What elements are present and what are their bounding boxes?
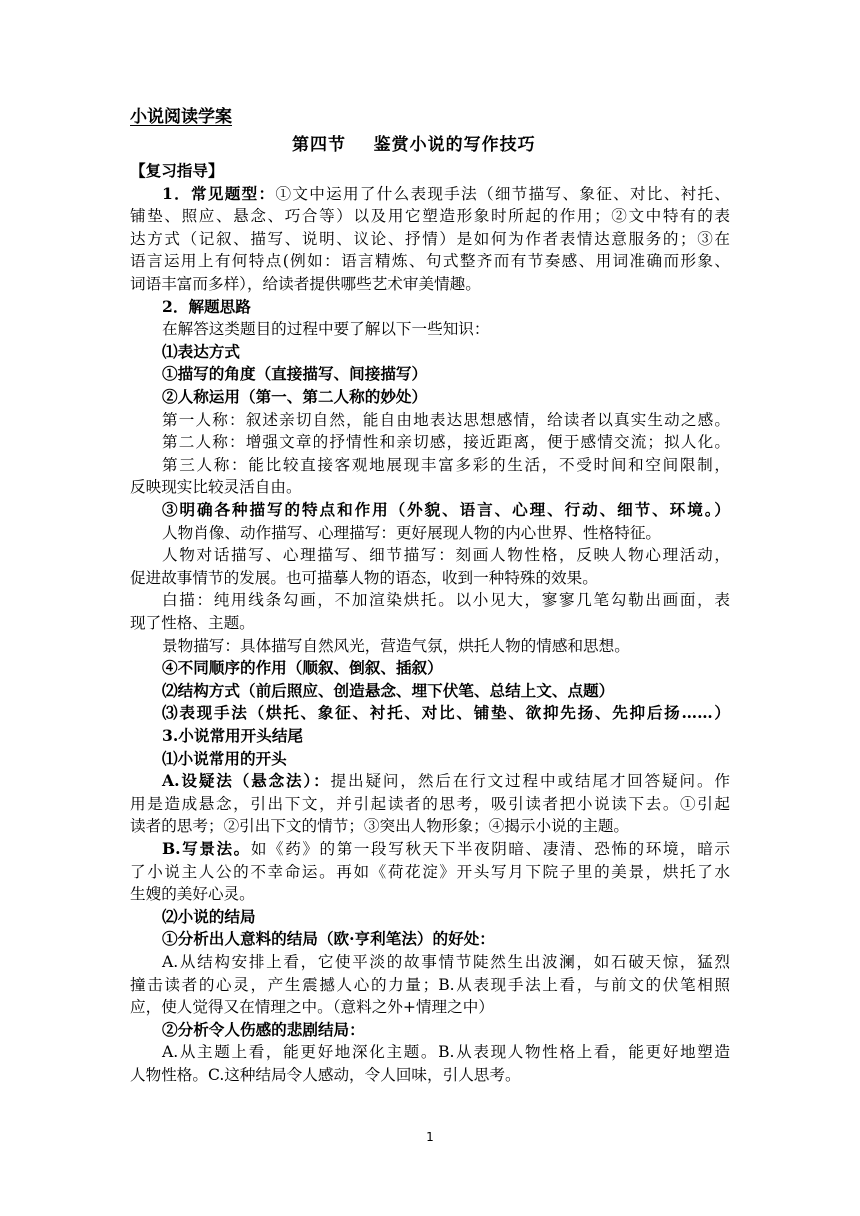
- text-line: 达方式（记叙、描写、说明、议论、抒情）是如何为作者表情达意服务的；③在: [130, 229, 730, 248]
- text-line: 了小说主人公的不幸命运。再如《荷花淀》开头写月下院子里的美景，烘托了水: [130, 862, 730, 881]
- text-line: 反映现实比较灵活自由。: [130, 478, 302, 497]
- text-line: ⑴小说常用的开头: [162, 748, 287, 768]
- text-line: 人物对话描写、心理描写、细节描写：刻画人物性格，反映人物心理活动，: [162, 546, 730, 565]
- text-line: 人物肖像、动作描写、心理描写：更好展现人物的内心世界、性格特征。: [162, 523, 662, 542]
- text-line: 应，使人觉得又在情理之中。（意料之外+情理之中）: [130, 998, 494, 1017]
- text-line: ⑴表达方式: [162, 341, 240, 361]
- text-line: [162, 770, 730, 792]
- text-line: ①分析出人意料的结局（欧·亨利笔法）的好处：: [162, 929, 495, 949]
- text-line: ②人称运用（第一、第二人称的妙处）: [162, 387, 428, 406]
- text-line: 铺垫、照应、悬念、巧合等）以及用它塑造形象时所起的作用；②文中特有的表: [130, 207, 730, 226]
- text-line-lead: 1．常见题型：: [162, 183, 276, 203]
- text-line: 读者的思考；②引出下文的情节；③突出人物形象；④揭示小说的主题。: [130, 817, 630, 836]
- text-line: 第三人称：能比较直接客观地展现丰富多彩的生活，不受时间和空间限制，: [162, 455, 730, 474]
- text-line: 2．解题思路: [162, 296, 251, 316]
- text-line: 用是造成悬念，引出下文，并引起读者的思考，吸引读者把小说读下去。①引起: [130, 794, 730, 813]
- text-line: ⑵小说的结局: [162, 906, 256, 926]
- text-line: ③明确各种描写的特点和作用（外貌、语言、心理、行动、细节、环境。）: [162, 500, 730, 519]
- text-line: 3.小说常用开头结尾: [162, 726, 304, 745]
- text-line: ②分析令人伤感的悲剧结局：: [162, 1019, 365, 1039]
- text-line: 词语丰富而多样），给读者提供哪些艺术审美情趣。: [130, 275, 481, 293]
- text-line: 第二人称：增强文章的抒情性和亲切感，接近距离，便于感情交流；拟人化。: [162, 433, 730, 452]
- text-line: 景物描写：具体描写自然风光，营造气氛，烘托人物的情感和思想。: [162, 636, 630, 655]
- text-line-rest: 提出疑问，然后在行文过程中或结尾才回答疑问。作: [330, 772, 730, 791]
- text-line-lead: B.写景法。: [162, 839, 251, 858]
- text-line-rest: ①文中运用了什么表现手法（细节描写、象征、对比、衬托、: [275, 184, 730, 203]
- section-title: 第四节 鉴赏小说的写作技巧: [292, 135, 536, 155]
- document-title: 小说阅读学案: [130, 107, 232, 127]
- page-number: 1: [426, 1130, 434, 1144]
- text-line: 人物性格。C.这种结局令人感动，令人回味，引人思考。: [130, 1066, 521, 1084]
- text-line: 在解答这类题目的过程中要了解以下一些知识：: [162, 320, 490, 339]
- text-line: [162, 838, 730, 860]
- text-line: A.从主题上看，能更好地深化主题。B.从表现人物性格上看，能更好地塑造: [162, 1043, 730, 1062]
- text-line: 促进故事情节的发展。也可描摹人物的语态，收到一种特殊的效果。: [130, 568, 598, 587]
- text-line: A.从结构安排上看，它使平淡的故事情节陡然生出波澜，如石破天惊，猛烈: [162, 953, 730, 971]
- text-line: 白描：纯用线条勾画，不加渲染烘托。以小见大，寥寥几笔勾勒出画面，表: [162, 591, 730, 610]
- text-line: 【复习指导】: [130, 161, 224, 180]
- text-line: 现了性格、主题。: [130, 614, 255, 632]
- text-line: 生嫂的美好心灵。: [130, 885, 255, 904]
- text-line: ④不同顺序的作用（顺叙、倒叙、插叙）: [162, 658, 443, 678]
- text-line: ⑵结构方式（前后照应、创造悬念、埋下伏笔、总结上文、点题）: [162, 680, 615, 700]
- text-line-lead: A.设疑法（悬念法）：: [162, 771, 331, 791]
- text-line: ⑶表现手法（烘托、象征、衬托、对比、铺垫、欲抑先扬、先抑后扬……）: [162, 703, 730, 723]
- text-line: 语言运用上有何特点(例如：语言精炼、句式整齐而有节奏感、用词准确而形象、: [130, 252, 730, 271]
- text-line: 撞击读者的心灵，产生震撼人心的力量；B.从表现手法上看，与前文的伏笔相照: [130, 975, 730, 994]
- text-line: ①描写的角度（直接描写、间接描写）: [162, 364, 428, 384]
- text-line: 第一人称：叙述亲切自然，能自由地表达思想感情，给读者以真实生动之感。: [162, 410, 730, 429]
- text-line-rest: 如《药》的第一段写秋天下半夜阴暗、凄清、恐怖的环境，暗示: [250, 840, 730, 858]
- text-line: [162, 183, 730, 205]
